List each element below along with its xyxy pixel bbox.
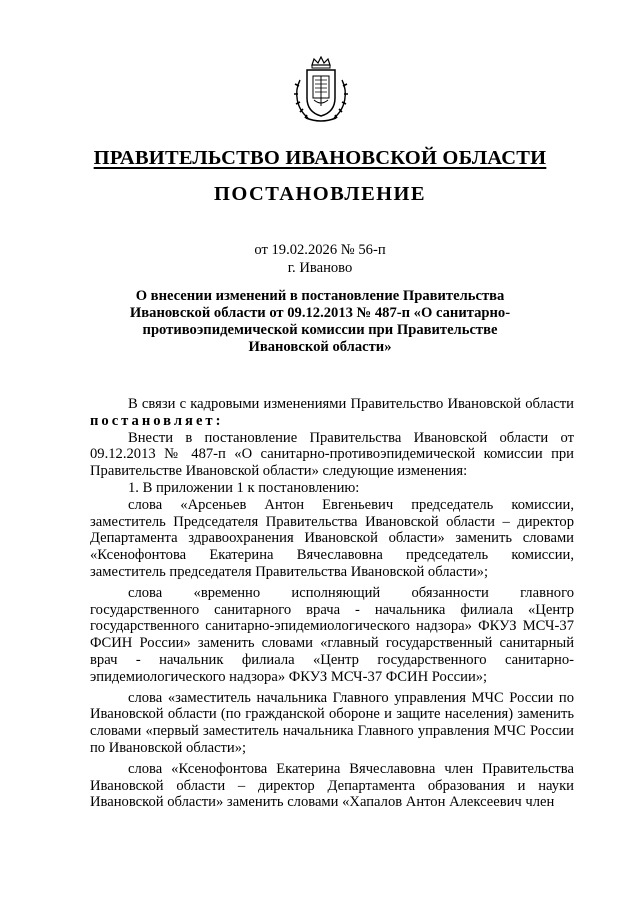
paragraph-preamble: В связи с кадровыми изменениями Правительство Ивановской области постановляет: (90, 396, 574, 429)
paragraph-replace-emercom: слова «заместитель начальника Главного управления МЧС России по Ивановской области (по гражданской обороне и защите населения) заменить словами «первый заместитель начальника Главного управления МЧС России по Ивановской области»; (90, 689, 574, 756)
paragraph-replace-sanitary-doctor: слова «временно исполняющий обязанности главного государственного санитарного врача - начальника филиала «Центр государственного санитарно-эпидемиологического надзора» ФКУЗ МСЧ-37 ФСИН России» заменить словами «главный государственный санитарный врач - начальник филиала «Центр государственного санитарно-эпидемиологического надзора» ФКУЗ МСЧ-37 ФСИН России»; (90, 584, 574, 685)
document-type: ПОСТАНОВЛЕНИЕ (214, 183, 426, 205)
paragraph-replace-chairman: слова «Арсеньев Антон Евгеньевич председатель комиссии, заместитель Председателя Правительства Ивановской области – директор Департамента здравоохранения Ивановской области» заменить словами «Ксенофонтова Екатерина Вячеславовна председатель комиссии, заместитель председателя Правительства Ивановской области»; (90, 496, 574, 580)
document-title (120, 288, 520, 356)
organization-name: ПРАВИТЕЛЬСТВО ИВАНОВСКОЙ ОБЛАСТИ (93, 147, 547, 169)
title-line: Ивановской области от 09.12.2013 № 487-п «О санитарно- (129, 305, 511, 321)
coat-of-arms-icon (292, 56, 350, 124)
title-line: О внесении изменений в постановление Правительства (135, 288, 505, 304)
document-date-number: от 19.02.2026 № 56-п (254, 242, 386, 258)
paragraph-amend-intro: Внести в постановление Правительства Ивановской области от 09.12.2013 № 487-п «О санитарно-противоэпидемической комиссии при Правительстве Ивановской области» следующие изменения: (90, 429, 574, 480)
document-body (90, 396, 574, 811)
title-line: Ивановской области» (248, 339, 392, 355)
paragraph-replace-education: слова «Ксенофонтова Екатерина Вячеславовна член Правительства Ивановской области – директор Департамента образования и науки Ивановской области» заменить словами «Хапалов Антон Алексеевич член (90, 760, 574, 811)
title-line: противоэпидемической комиссии при Правительстве (142, 322, 498, 338)
decree-keyword: постановляет: (90, 412, 224, 429)
document-city: г. Иваново (287, 260, 353, 276)
paragraph-item-1: 1. В приложении 1 к постановлению: (128, 479, 360, 496)
